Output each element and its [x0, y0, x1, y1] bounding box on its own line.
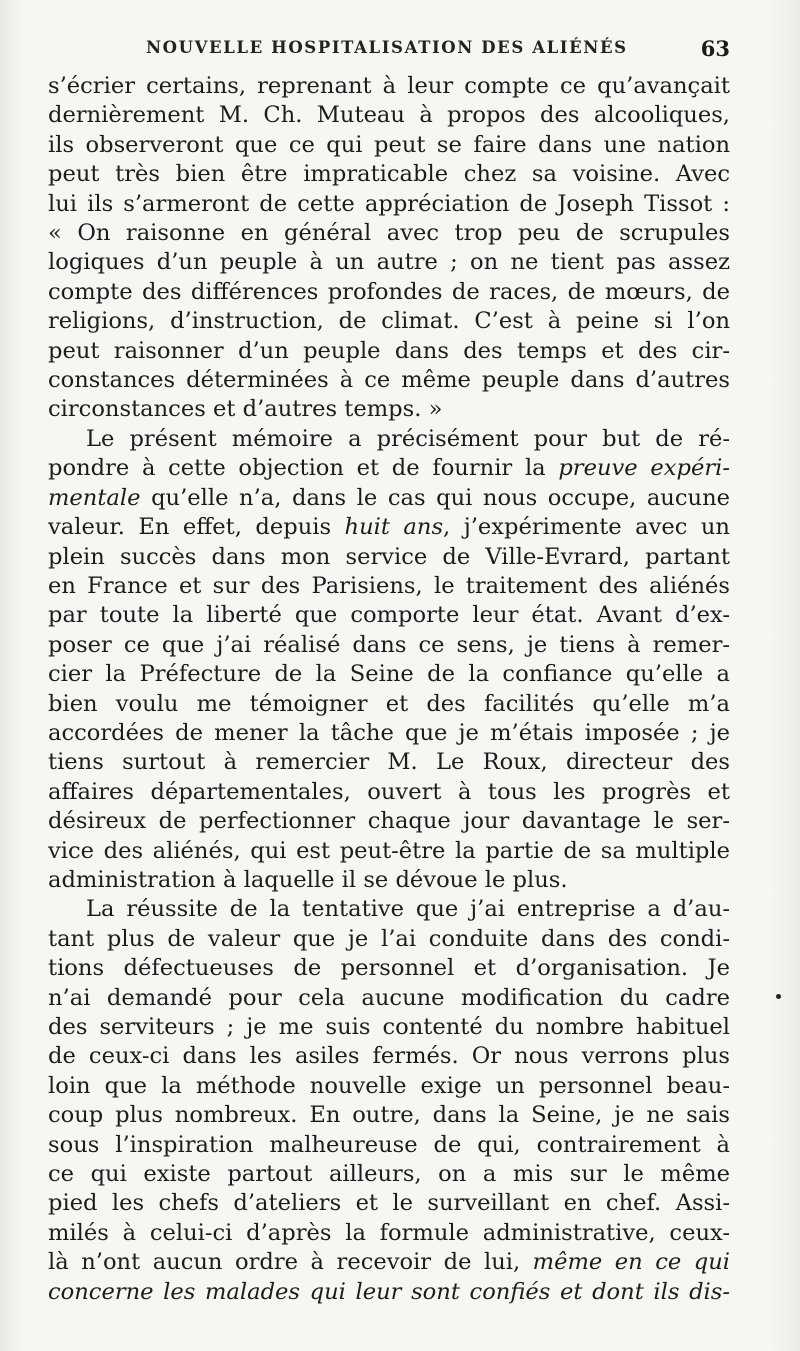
text-line-mixed [48, 513, 730, 542]
italic-run: preuve expéri- [558, 455, 730, 482]
text-line: par toute la liberté que comporte leur état. Avant d’ex- [48, 602, 730, 629]
text-line: dernièrement M. Ch. Muteau à propos des alcooliques, [48, 102, 730, 129]
text-line-mixed [48, 1278, 730, 1307]
text-line: accordées de mener la tâche que je m’étais imposée ; je [48, 719, 730, 746]
text-run: pondre à cette objection et de fournir la [48, 455, 559, 482]
text-line-mixed [48, 484, 730, 513]
text-line: affaires départementales, ouvert à tous les progrès et [48, 778, 730, 805]
running-title: NOUVELLE HOSPITALISATION DES ALIÉNÉS [146, 38, 628, 57]
text-run: qu’elle n’a, dans le cas qui nous occupe, aucune [140, 484, 730, 511]
text-line: des serviteurs ; je me suis contenté du nombre habituel [48, 1014, 730, 1040]
text-line: lui ils s’armeront de cette appréciation de Joseph Tissot : [48, 190, 730, 217]
body-text [48, 72, 730, 1307]
text-line: tiens surtout à remercier M. Le Roux, directeur des [48, 749, 730, 776]
text-line-mixed [48, 454, 730, 483]
text-line: bien voulu me témoigner et des facilités qu’elle m’a [48, 690, 730, 717]
italic-run: mentale [48, 484, 141, 511]
text-line: La réussite de la tentative que j’ai entreprise a d’au- [86, 896, 730, 923]
text-line: milés à celui-ci d’après la formule administrative, ceux- [48, 1219, 730, 1246]
text-line: constances déterminées à ce même peuple dans d’autres [48, 367, 730, 394]
text-line: n’ai demandé pour cela aucune modification du cadre [48, 984, 730, 1011]
text-run: là n’ont aucun ordre à recevoir de lui, [48, 1249, 533, 1276]
text-line: poser ce que j’ai réalisé dans ce sens, je tiens à remer- [48, 631, 730, 658]
text-line: religions, d’instruction, de climat. C’est à peine si l’on [48, 308, 730, 335]
text-line: vice des aliénés, qui est peut-être la partie de sa multiple [48, 837, 730, 864]
text-line: ce qui existe partout ailleurs, on a mis sur le même [48, 1161, 730, 1188]
text-line: sous l’inspiration malheureuse de qui, contrairement à [48, 1131, 730, 1158]
text-line: cier la Préfecture de la Seine de la confiance qu’elle a [48, 661, 730, 688]
italic-run: concerne les malades qui leur sont confiés et dont ils dis- [48, 1278, 730, 1305]
text-line: de ceux-ci dans les asiles fermés. Or nous verrons plus [48, 1043, 730, 1070]
page-header [48, 36, 730, 66]
italic-run: huit ans [344, 514, 444, 541]
text-line: administration à laquelle il se dévoue le plus. [48, 866, 568, 893]
text-line: tions défectueuses de personnel et d’organisation. Je [48, 955, 730, 982]
text-line: logiques d’un peuple à un autre ; on ne tient pas assez [48, 249, 730, 276]
text-line: circonstances et d’autres temps. » [48, 396, 443, 423]
italic-run: même en ce qui [532, 1249, 730, 1276]
text-line-mixed [48, 1248, 730, 1277]
text-line: plein succès dans mon service de Ville-Evrard, partant [48, 543, 730, 570]
text-line: désireux de perfectionner chaque jour davantage le ser- [48, 808, 730, 835]
text-line: pied les chefs d’ateliers et le surveillant en chef. Assi- [48, 1190, 730, 1217]
margin-dot-mark [776, 994, 781, 999]
text-line: Le présent mémoire a précisément pour but de ré- [86, 425, 730, 452]
text-line: ils observeront que ce qui peut se faire dans une nation [48, 131, 730, 158]
text-line: coup plus nombreux. En outre, dans la Seine, je ne sais [48, 1102, 730, 1129]
text-line: peut raisonner d’un peuple dans des temps et des cir- [48, 337, 730, 364]
page-number: 63 [700, 36, 730, 61]
text-line: compte des différences profondes de races, de mœurs, de [48, 278, 730, 305]
text-run: valeur. En effet, depuis [48, 514, 345, 541]
text-line: tant plus de valeur que je l’ai conduite dans des condi- [48, 925, 730, 952]
text-line: peut très bien être impraticable chez sa voisine. Avec [48, 161, 730, 188]
text-line: loin que la méthode nouvelle exige un personnel beau- [48, 1072, 730, 1099]
text-line: en France et sur des Parisiens, le traitement des aliénés [48, 572, 730, 599]
text-line: « On raisonne en général avec trop peu de scrupules [48, 220, 730, 247]
text-run: , j’expérimente avec un [443, 514, 730, 541]
text-line: s’écrier certains, reprenant à leur compte ce qu’avançait [48, 73, 730, 99]
